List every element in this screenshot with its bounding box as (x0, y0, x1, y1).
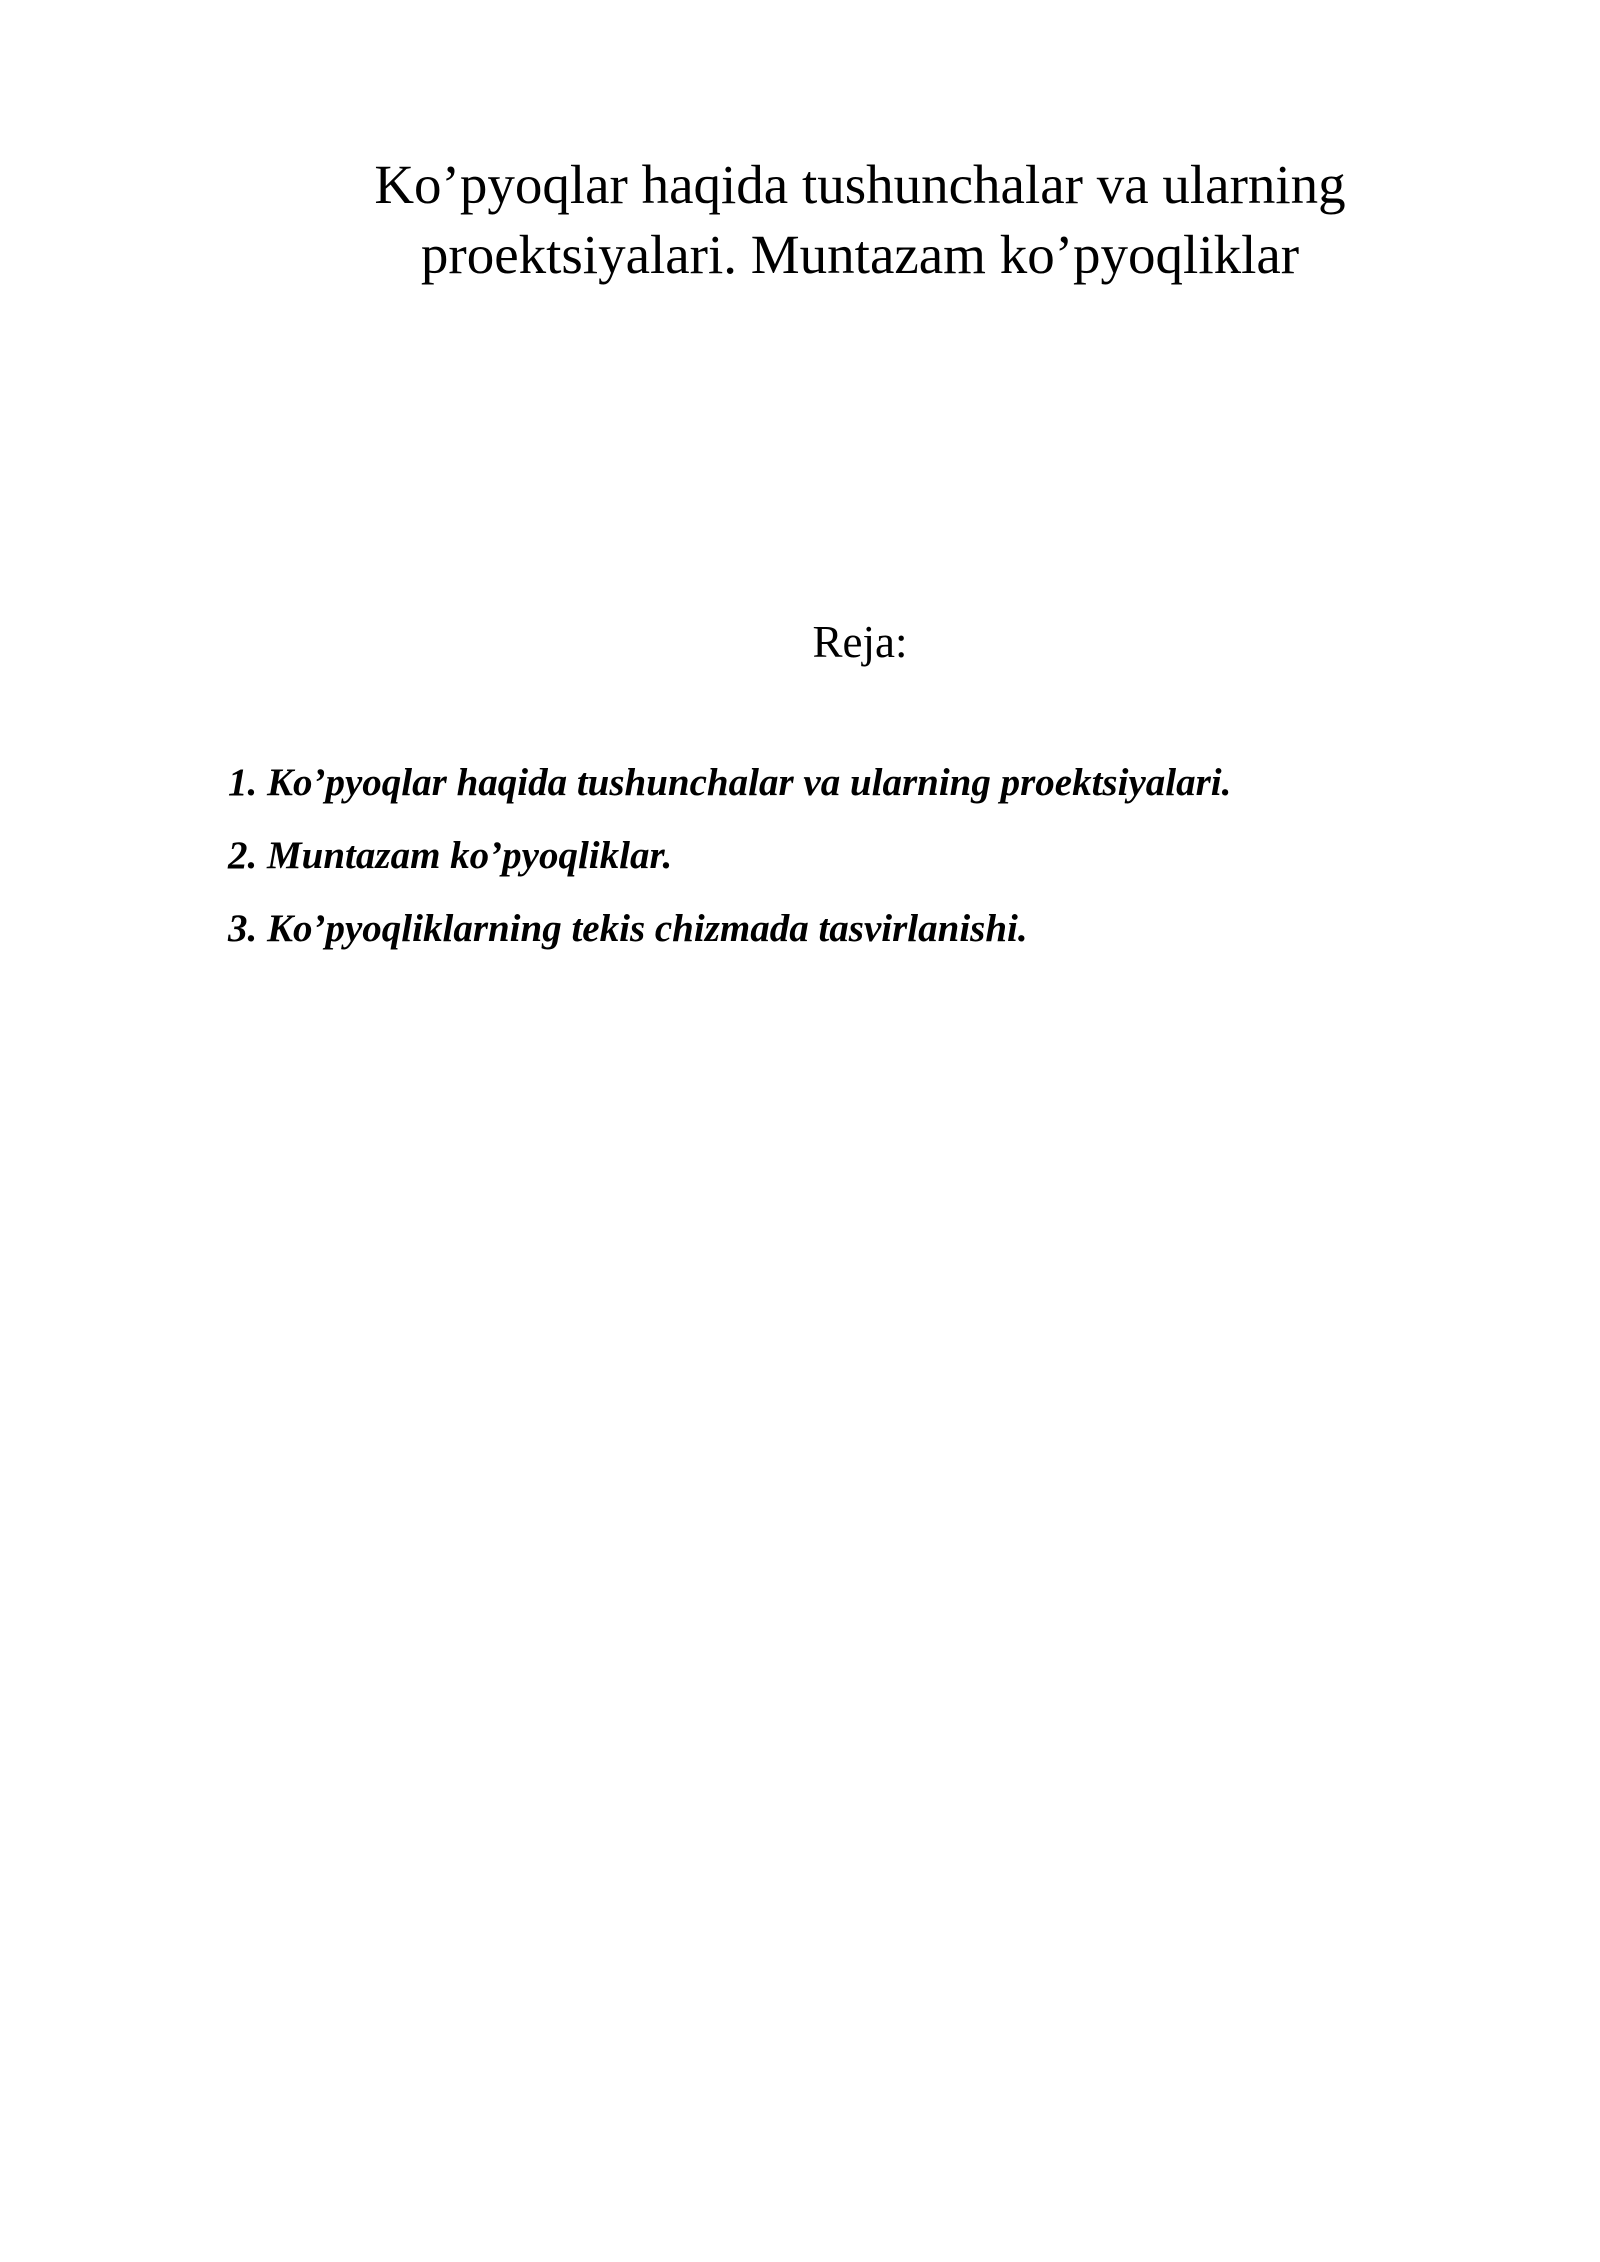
document-title (300, 150, 1420, 290)
document-title-line-2: proektsiyalari. Muntazam ko’pyoqliklar (420, 224, 1300, 285)
plan-list (228, 758, 1428, 977)
document-title-line-1: Ko’pyoqlar haqida tushunchalar va ularning (374, 154, 1346, 215)
plan-item-2: 2. Muntazam ko’pyoqliklar. (228, 834, 673, 877)
plan-heading: Reja: (812, 617, 908, 667)
plan-item-1: 1. Ko’pyoqlar haqida tushunchalar va ularning proektsiyalari. (228, 761, 1232, 804)
plan-item-3: 3. Ko’pyoqliklarning tekis chizmada tasvirlanishi. (228, 907, 1028, 950)
